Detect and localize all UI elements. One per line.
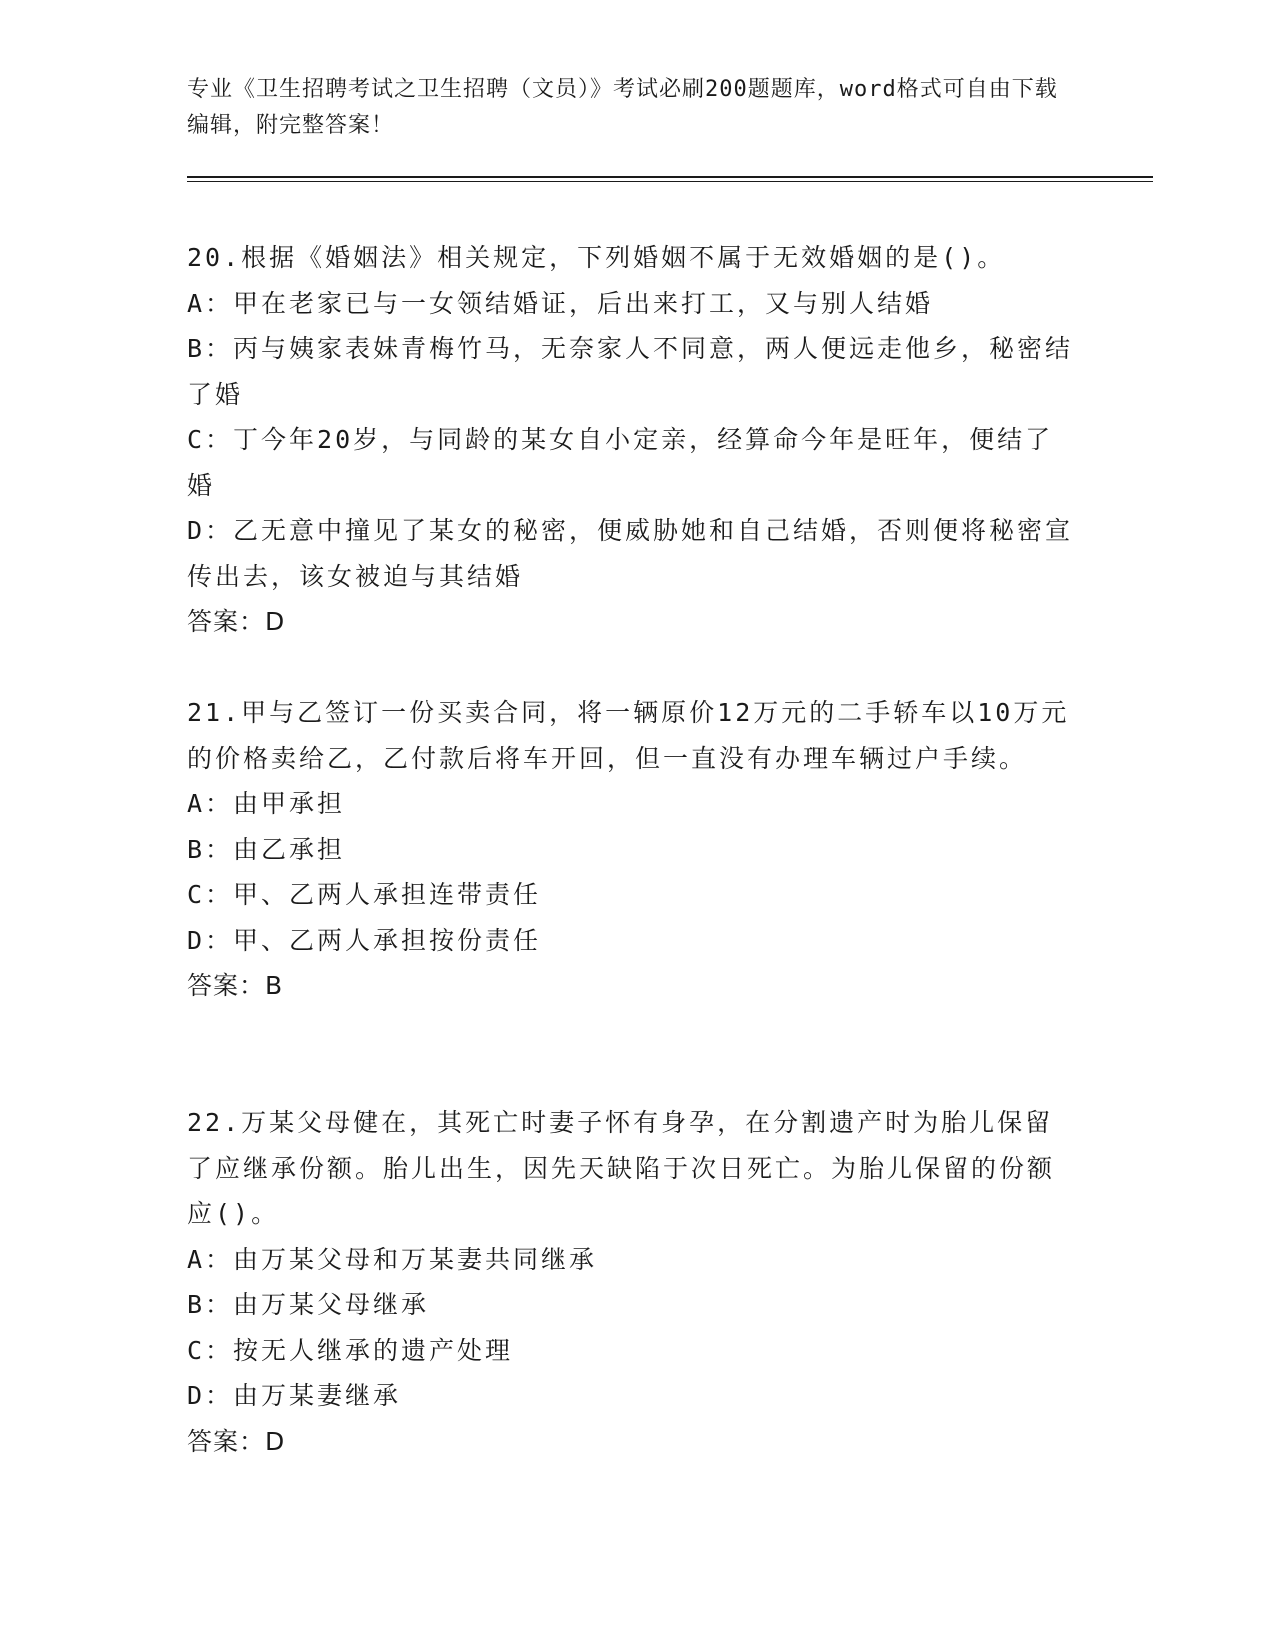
answer-line: 答案：D [187, 1426, 286, 1456]
option-b: B：由万某父母继承 [187, 1290, 430, 1319]
question-stem: 20.根据《婚姻法》相关规定，下列婚姻不属于无效婚姻的是()。 [187, 243, 1006, 272]
option-d: D：乙无意中撞见了某女的秘密，便威胁她和自己结婚，否则便将秘密宣传出去，该女被迫与其结婚 [187, 516, 1074, 591]
answer-line: 答案：B [187, 971, 284, 1000]
question-stem: 21.甲与乙签订一份买卖合同，将一辆原价12万元的二手轿车以10万元的价格卖给乙，乙付款后将车开回，但一直没有办理车辆过户手续。 [187, 698, 1070, 773]
question-22 [187, 1100, 1077, 1464]
question-stem: 22.万某父母健在，其死亡时妻子怀有身孕，在分割遗产时为胎儿保留了应继承份额。胎儿出生，因先天缺陷于次日死亡。为胎儿保留的份额应()。 [187, 1108, 1056, 1228]
option-b: B：由乙承担 [187, 834, 346, 864]
option-d: D：甲、乙两人承担按份责任 [187, 925, 542, 955]
option-a: A：由万某父母和万某妻共同继承 [187, 1244, 598, 1274]
answer-line: 答案：D [187, 607, 286, 636]
document-header: 专业《卫生招聘考试之卫生招聘（文员）》考试必刷200题题库，word格式可自由下载编辑，附完整答案！ [187, 77, 1058, 138]
option-d: D：由万某妻继承 [187, 1381, 402, 1410]
option-a: A：甲在老家已与一女领结婚证，后出来打工，又与别人结婚 [187, 288, 934, 318]
option-c: C：按无人继承的遗产处理 [187, 1335, 514, 1365]
option-a: A：由甲承担 [187, 789, 346, 818]
header-divider-thin [187, 181, 1153, 182]
header-divider-thick [187, 176, 1153, 178]
option-c: C：甲、乙两人承担连带责任 [187, 880, 542, 909]
option-b: B：丙与姨家表妹青梅竹马，无奈家人不同意，两人便远走他乡，秘密结了婚 [187, 334, 1074, 409]
option-c: C：丁今年20岁，与同龄的某女自小定亲，经算命今年是旺年，便结了婚 [187, 425, 1054, 500]
question-20 [187, 235, 1077, 645]
question-21 [187, 690, 1077, 1009]
